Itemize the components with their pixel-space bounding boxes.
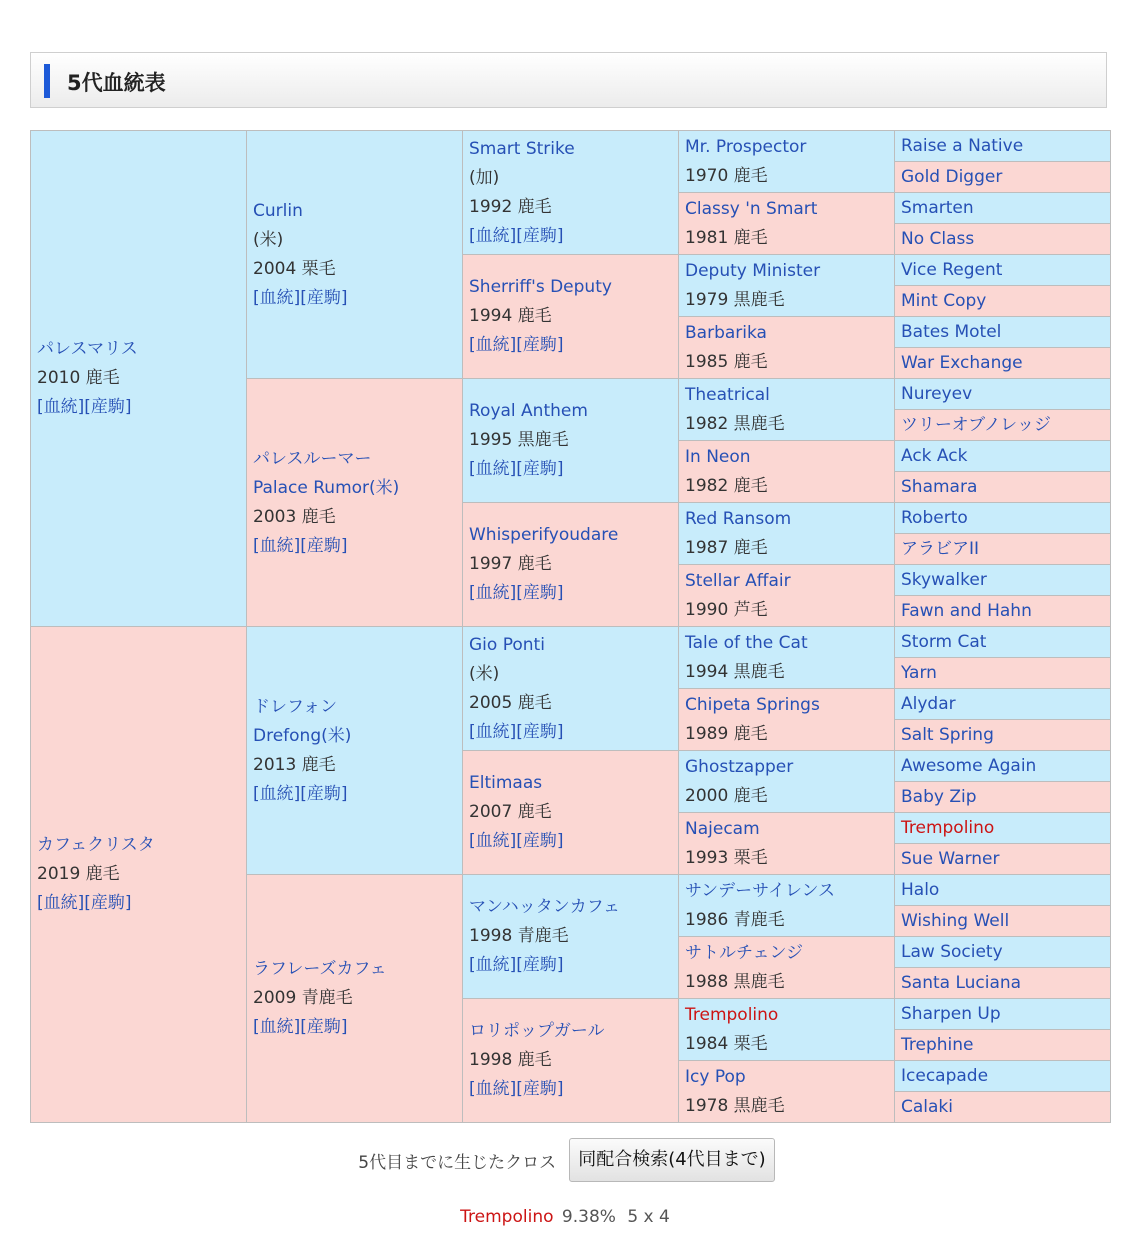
gen5-cell xyxy=(895,534,1111,565)
gen4-cell xyxy=(679,503,895,565)
horse-link[interactable]: War Exchange xyxy=(901,353,1023,373)
gen5-cell xyxy=(895,193,1111,224)
horse-link[interactable]: Gold Digger xyxy=(901,167,1003,187)
gen5-cell xyxy=(895,782,1111,813)
horse-info: 1970 鹿毛 xyxy=(685,165,768,186)
gen1-cell xyxy=(31,131,247,627)
horse-info: 1984 栗毛 xyxy=(685,1033,768,1054)
gen5-cell xyxy=(895,751,1111,782)
horse-link[interactable]: Salt Spring xyxy=(901,725,994,745)
horse-link-alt[interactable]: Drefong(米) xyxy=(253,725,352,746)
gen4-cell xyxy=(679,255,895,317)
horse-link[interactable]: Skywalker xyxy=(901,570,987,590)
gen4-cell xyxy=(679,131,895,193)
gen5-cell xyxy=(895,565,1111,596)
offspring-link[interactable]: [産駒] xyxy=(516,225,564,246)
horse-link[interactable]: Deputy Minister xyxy=(685,260,821,281)
horse-info: 2009 青鹿毛 xyxy=(253,988,353,1008)
gen3-cell xyxy=(463,751,679,875)
horse-link[interactable]: Icecapade xyxy=(901,1066,989,1086)
horse-link[interactable]: Vice Regent xyxy=(901,260,1003,280)
lineage-link[interactable]: [血統] xyxy=(37,893,85,913)
offspring-link[interactable]: [産駒] xyxy=(516,1079,564,1099)
horse-link[interactable]: カフェクリスタ xyxy=(37,835,155,855)
horse-info: 1995 黒鹿毛 xyxy=(469,430,569,450)
gen5-cell xyxy=(895,441,1111,472)
offspring-link[interactable]: [産駒] xyxy=(516,459,564,479)
gen5-cell xyxy=(895,472,1111,503)
horse-link[interactable]: Yarn xyxy=(901,663,937,683)
horse-link[interactable]: Tale of the Cat xyxy=(685,632,808,653)
gen5-cell xyxy=(895,224,1111,255)
lineage-link[interactable]: [血統] xyxy=(469,335,517,355)
horse-origin: (米) xyxy=(253,229,284,250)
gen5-cell xyxy=(895,999,1111,1030)
horse-link[interactable]: Shamara xyxy=(901,477,978,497)
gen4-cell xyxy=(679,813,895,875)
horse-info: 1992 鹿毛 xyxy=(469,196,552,217)
horse-link[interactable]: サトルチェンジ xyxy=(685,942,804,963)
lineage-link[interactable]: [血統] xyxy=(253,1017,301,1037)
horse-info: 2019 鹿毛 xyxy=(37,864,120,884)
horse-link[interactable]: マンハッタンカフェ xyxy=(469,897,620,917)
horse-link[interactable]: ドレフォン xyxy=(253,696,338,717)
horse-link[interactable]: Ack Ack xyxy=(901,446,968,466)
horse-link[interactable]: アラビアII xyxy=(901,539,980,559)
lineage-link[interactable]: [血統] xyxy=(469,225,517,246)
horse-link[interactable]: Red Ransom xyxy=(685,508,792,529)
horse-link[interactable]: In Neon xyxy=(685,446,751,467)
horse-link[interactable]: Mr. Prospector xyxy=(685,136,807,157)
cross-label: 5代目までに生じたクロス xyxy=(358,1152,557,1173)
same-mating-search-button[interactable]: 同配合検索(4代目まで) xyxy=(569,1138,775,1182)
horse-info: 1989 鹿毛 xyxy=(685,723,768,744)
gen3-cell xyxy=(463,255,679,379)
gen5-cell xyxy=(895,503,1111,534)
horse-link[interactable]: Sue Warner xyxy=(901,849,1000,869)
horse-link[interactable]: Alydar xyxy=(901,694,956,714)
horse-info: 1990 芦毛 xyxy=(685,599,768,620)
gen5-cell xyxy=(895,906,1111,937)
offspring-link[interactable]: [産駒] xyxy=(84,397,132,417)
horse-link[interactable]: Sharpen Up xyxy=(901,1004,1001,1024)
header-accent-bar xyxy=(44,64,50,98)
gen2-cell xyxy=(247,379,463,627)
horse-info: 2013 鹿毛 xyxy=(253,754,336,775)
lineage-link[interactable]: [血統] xyxy=(37,397,85,417)
horse-link[interactable]: Roberto xyxy=(901,508,968,528)
horse-link[interactable]: Storm Cat xyxy=(901,632,987,652)
pedigree-table xyxy=(30,130,1111,1123)
horse-origin: (米) xyxy=(469,663,500,684)
offspring-link[interactable]: [産駒] xyxy=(516,955,564,975)
offspring-link[interactable]: [産駒] xyxy=(300,783,348,804)
horse-link[interactable]: ツリーオブノレッジ xyxy=(901,415,1051,435)
gen4-cell xyxy=(679,999,895,1061)
horse-info: 1979 黒鹿毛 xyxy=(685,289,785,310)
horse-link[interactable]: Awesome Again xyxy=(901,756,1037,776)
horse-link[interactable]: Bates Motel xyxy=(901,322,1002,342)
gen2-cell xyxy=(247,131,463,379)
horse-link[interactable]: パレスマリス xyxy=(37,339,138,359)
horse-info: 2007 鹿毛 xyxy=(469,802,552,822)
gen1-cell xyxy=(31,627,247,1123)
gen4-cell xyxy=(679,875,895,937)
lineage-link[interactable]: [血統] xyxy=(253,535,301,556)
horse-link[interactable]: Santa Luciana xyxy=(901,973,1022,993)
gen5-cell xyxy=(895,937,1111,968)
horse-info: 1994 鹿毛 xyxy=(469,306,552,326)
cross-pattern: 5 x 4 xyxy=(627,1207,670,1227)
horse-link[interactable]: Whisperifyoudare xyxy=(469,525,619,545)
horse-info: 1988 黒鹿毛 xyxy=(685,971,785,992)
horse-link-alt[interactable]: Palace Rumor(米) xyxy=(253,477,400,498)
gen5-cell xyxy=(895,162,1111,193)
gen5-cell xyxy=(895,317,1111,348)
horse-link[interactable]: Baby Zip xyxy=(901,787,977,807)
horse-info: 1982 黒鹿毛 xyxy=(685,413,785,434)
horse-link[interactable]: パレスルーマー xyxy=(253,448,372,469)
horse-link[interactable]: Fawn and Hahn xyxy=(901,601,1032,621)
lineage-link[interactable]: [血統] xyxy=(469,459,517,479)
offspring-link[interactable]: [産駒] xyxy=(516,583,564,603)
gen4-cell xyxy=(679,689,895,751)
cross-horse-link[interactable]: Trempolino xyxy=(460,1207,554,1227)
gen3-cell xyxy=(463,131,679,255)
horse-link[interactable]: Halo xyxy=(901,880,940,900)
horse-link[interactable]: Theatrical xyxy=(685,384,770,405)
horse-link[interactable]: ロリポップガール xyxy=(469,1021,605,1041)
gen5-cell xyxy=(895,875,1111,906)
horse-link[interactable]: Barbarika xyxy=(685,322,767,343)
gen4-cell xyxy=(679,565,895,627)
offspring-link[interactable]: [産駒] xyxy=(84,893,132,913)
horse-link[interactable]: Classy 'n Smart xyxy=(685,198,818,219)
horse-link[interactable]: Eltimaas xyxy=(469,773,543,793)
horse-link[interactable]: Trephine xyxy=(901,1035,974,1055)
gen4-cell xyxy=(679,1061,895,1123)
horse-link[interactable]: No Class xyxy=(901,229,975,249)
horse-info: 2004 栗毛 xyxy=(253,258,336,279)
gen5-cell xyxy=(895,596,1111,627)
gen4-cell xyxy=(679,317,895,379)
gen5-cell xyxy=(895,286,1111,317)
horse-info: 1982 鹿毛 xyxy=(685,475,768,496)
horse-info: 1997 鹿毛 xyxy=(469,554,552,574)
cross-section xyxy=(0,1138,1133,1182)
gen5-cell xyxy=(895,255,1111,286)
gen5-cell xyxy=(895,410,1111,441)
gen3-cell xyxy=(463,503,679,627)
horse-info: 1987 鹿毛 xyxy=(685,537,768,558)
horse-link[interactable]: Law Society xyxy=(901,942,1003,962)
gen5-cell xyxy=(895,968,1111,999)
horse-origin: (加) xyxy=(469,167,500,188)
horse-link[interactable]: Gio Ponti xyxy=(469,634,545,655)
gen5-cell xyxy=(895,689,1111,720)
section-header xyxy=(30,52,1107,108)
offspring-link[interactable]: [産駒] xyxy=(300,1017,348,1037)
gen4-cell xyxy=(679,627,895,689)
horse-link[interactable]: Trempolino xyxy=(901,818,995,838)
horse-link[interactable]: Najecam xyxy=(685,818,760,839)
horse-link[interactable]: Stellar Affair xyxy=(685,570,791,591)
horse-link[interactable]: Ghostzapper xyxy=(685,756,794,777)
horse-info: 1994 黒鹿毛 xyxy=(685,661,785,682)
offspring-link[interactable]: [産駒] xyxy=(300,535,348,556)
gen5-cell xyxy=(895,813,1111,844)
gen5-cell xyxy=(895,379,1111,410)
gen3-cell xyxy=(463,999,679,1123)
horse-info: 1985 鹿毛 xyxy=(685,351,768,372)
lineage-link[interactable]: [血統] xyxy=(469,583,517,603)
lineage-link[interactable]: [血統] xyxy=(469,831,517,851)
offspring-link[interactable]: [産駒] xyxy=(516,721,564,742)
gen4-cell xyxy=(679,193,895,255)
gen5-cell xyxy=(895,131,1111,162)
horse-link[interactable]: ラフレーズカフェ xyxy=(253,959,387,979)
lineage-link[interactable]: [血統] xyxy=(253,783,301,804)
horse-link[interactable]: Calaki xyxy=(901,1097,953,1117)
horse-info: 1998 鹿毛 xyxy=(469,1050,552,1070)
horse-info: 2003 鹿毛 xyxy=(253,506,336,527)
gen3-cell xyxy=(463,875,679,999)
gen3-cell xyxy=(463,379,679,503)
horse-link[interactable]: Icy Pop xyxy=(685,1066,746,1087)
gen5-cell xyxy=(895,1061,1111,1092)
lineage-link[interactable]: [血統] xyxy=(469,1079,517,1099)
horse-info: 2010 鹿毛 xyxy=(37,368,120,388)
horse-info: 1981 鹿毛 xyxy=(685,227,768,248)
lineage-link[interactable]: [血統] xyxy=(469,721,517,742)
lineage-link[interactable]: [血統] xyxy=(469,955,517,975)
horse-info: 1993 栗毛 xyxy=(685,847,768,868)
gen3-cell xyxy=(463,627,679,751)
offspring-link[interactable]: [産駒] xyxy=(300,287,348,308)
cross-percent: 9.38% xyxy=(561,1207,616,1227)
gen5-cell xyxy=(895,627,1111,658)
horse-link[interactable]: Smarten xyxy=(901,198,974,218)
horse-link[interactable]: Chipeta Springs xyxy=(685,694,820,715)
gen4-cell xyxy=(679,441,895,503)
gen5-cell xyxy=(895,1092,1111,1123)
horse-info: 1986 青鹿毛 xyxy=(685,909,785,930)
gen4-cell xyxy=(679,379,895,441)
horse-info: 1978 黒鹿毛 xyxy=(685,1095,785,1116)
gen4-cell xyxy=(679,937,895,999)
horse-info: 2005 鹿毛 xyxy=(469,692,552,713)
gen5-cell xyxy=(895,720,1111,751)
gen5-cell xyxy=(895,348,1111,379)
horse-link[interactable]: Smart Strike xyxy=(469,138,575,159)
gen5-cell xyxy=(895,1030,1111,1061)
horse-link[interactable]: Nureyev xyxy=(901,384,973,404)
horse-link[interactable]: Royal Anthem xyxy=(469,401,588,421)
offspring-link[interactable]: [産駒] xyxy=(516,831,564,851)
offspring-link[interactable]: [産駒] xyxy=(516,335,564,355)
gen2-cell xyxy=(247,875,463,1123)
lineage-link[interactable]: [血統] xyxy=(253,287,301,308)
gen2-cell xyxy=(247,627,463,875)
horse-link[interactable]: Trempolino xyxy=(685,1004,779,1025)
horse-link[interactable]: Wishing Well xyxy=(901,911,1010,931)
horse-link[interactable]: サンデーサイレンス xyxy=(685,880,836,901)
cross-result xyxy=(0,1207,1133,1227)
horse-info: 1998 青鹿毛 xyxy=(469,926,569,946)
horse-link[interactable]: Sherriff's Deputy xyxy=(469,277,612,297)
gen4-cell xyxy=(679,751,895,813)
gen5-cell xyxy=(895,844,1111,875)
horse-info: 2000 鹿毛 xyxy=(685,785,768,806)
gen5-cell xyxy=(895,658,1111,689)
horse-link[interactable]: Curlin xyxy=(253,200,303,221)
horse-link[interactable]: Mint Copy xyxy=(901,291,987,311)
section-title: 5代血統表 xyxy=(67,71,166,95)
horse-link[interactable]: Raise a Native xyxy=(901,136,1024,156)
